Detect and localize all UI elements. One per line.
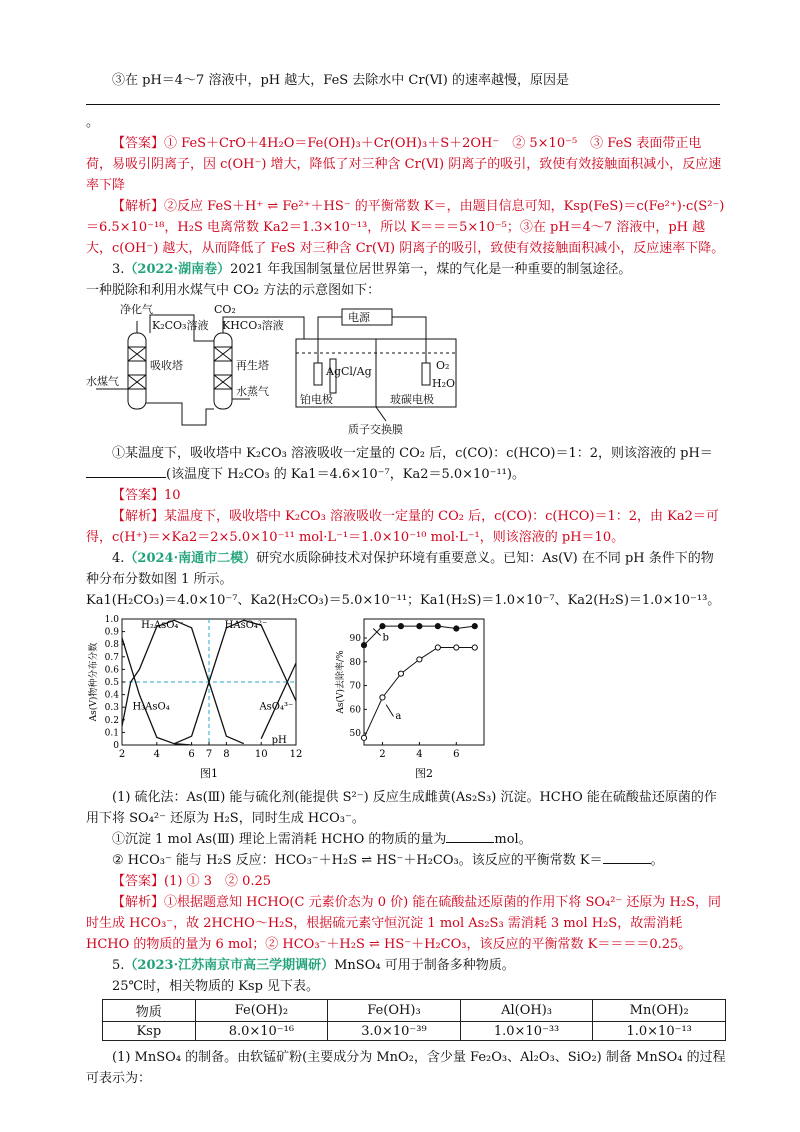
- data-point: [472, 624, 477, 629]
- question-5-part-1: (1) MnSO₄ 的制备。由软锰矿粉(主要成分为 MnO₂，含少量 Fe₂O₃、Al₂O₃、SiO₂) 制备 MnSO₄ 的过程可表示为：: [86, 1050, 726, 1086]
- data-point: [380, 624, 385, 629]
- y-tick-label: 0.6: [104, 665, 119, 676]
- y-tick-label: 0: [113, 741, 119, 751]
- question-3-sub-1b: (该温度下 H₂CO₃ 的 Ka1＝4.6×10⁻⁷，Ka2＝5.0×10⁻¹¹)。: [86, 464, 726, 485]
- ksp-table: [102, 999, 726, 1041]
- y-tick-label: 0.3: [104, 703, 119, 714]
- y-tick-label: 0.4: [104, 690, 119, 701]
- series-label-a: a: [395, 710, 402, 722]
- question-4-part-1-b: ② HCO₃⁻ 能与 H₂S 反应：HCO₃⁻＋H₂S ⇌ HS⁻＋H₂CO₃。该反应的平衡常数 K＝ 。: [112, 853, 664, 868]
- question-3-sub-1: ①某温度下，吸收塔中 K₂CO₃ 溶液吸收一定量的 CO₂ 后，c(CO)：c(HCO)＝1：2，则该溶液的 pH＝: [112, 446, 713, 461]
- data-point: [417, 624, 422, 629]
- table-header: Fe(OH)₃: [328, 1000, 461, 1022]
- leader-a: [386, 705, 393, 717]
- question-3-stem-2: 一种脱除和利用水煤气中 CO₂ 方法的示意图如下：: [86, 283, 381, 298]
- x-tick-label: 6: [453, 749, 460, 760]
- x-tick-label: 4: [416, 749, 423, 760]
- y-axis-label: As(Ⅴ)物种分布分数: [89, 642, 99, 722]
- table-row-label: Ksp: [103, 1022, 196, 1041]
- x-tick-label: 7: [205, 749, 213, 760]
- explanation-3: 【解析】①根据题意知 HCHO(C 元素价态为 0 价) 能在硫酸盐还原菌的作用下将 SO₄²⁻ 还原为 H₂S，同时生成 HCO₃⁻，故 2HCHO～H₂S，根据硫元素守恒沉淀 1 mol As₂S₃ 需消耗 3 mol H₂S，故需消耗 HCHO 的物质的量为 6 mol；② HCO₃⁻＋H₂S ⇌ HS⁻＋H₂CO₃，该反应的平衡常数 K＝＝＝＝0.25。: [86, 895, 722, 952]
- y-tick-label: 1.0: [104, 615, 119, 625]
- absorber-label: 吸收塔: [150, 359, 183, 372]
- explanation-2: 【解析】某温度下，吸收塔中 K₂CO₃ 溶液吸收一定量的 CO₂ 后，c(CO)：c(HCO)＝1：2，由 Ka2＝可得，c(H⁺)＝×Ka2＝2×5.0×10⁻¹¹ mol·L⁻¹＝1.0×10⁻¹⁰ mol·L⁻¹，则该溶液的 pH＝10。: [86, 509, 719, 545]
- data-point: [454, 645, 459, 650]
- figure-caption: 图1: [200, 767, 218, 780]
- data-point: [361, 643, 366, 648]
- table-cell: 1.0×10⁻¹³: [593, 1022, 726, 1041]
- co2-label: CO₂: [214, 303, 236, 316]
- data-point: [380, 695, 385, 700]
- y-axis-label: As(Ⅴ)去除率/%: [336, 650, 346, 714]
- series-line: [122, 638, 192, 745]
- series-label-b: b: [382, 632, 389, 644]
- question-4-constants: Ka1(H₂CO₃)＝4.0×10⁻⁷、Ka2(H₂CO₃)＝5.0×10⁻¹¹；Ka1(H₂S)＝1.0×10⁻⁷、Ka2(H₂S)＝1.0×10⁻¹³。: [86, 593, 721, 608]
- removal-rate-chart: [334, 613, 494, 783]
- x-axis-label: pH: [271, 735, 287, 746]
- y-tick-label: 70: [349, 681, 361, 692]
- y-tick-label: 0.8: [104, 640, 119, 651]
- table-header: Al(OH)₃: [460, 1000, 593, 1022]
- y-tick-label: 60: [349, 705, 361, 716]
- data-point: [472, 645, 477, 650]
- question-5-stem: 5.（2023·江苏南京市高三学期调研）MnSO₄ 可用于制备多种物质。: [112, 958, 515, 973]
- equilibrium-constant-blank[interactable]: [603, 851, 651, 864]
- x-tick-label: 4: [153, 749, 160, 760]
- k2co3-label: K₂CO₃溶液: [152, 319, 209, 332]
- question-4-part-1-a: ①沉淀 1 mol As(Ⅲ) 理论上需消耗 HCHO 的物质的量为 mol。: [112, 832, 532, 847]
- y-tick-label: 80: [349, 657, 361, 668]
- y-tick-label: 0.7: [104, 652, 119, 663]
- table-header: 物质: [103, 1000, 196, 1022]
- data-point: [361, 735, 366, 740]
- species-label: AsO₄³⁻: [259, 701, 294, 713]
- h2o-label: H₂O: [432, 377, 456, 390]
- data-point: [435, 645, 440, 650]
- x-tick-label: 2: [379, 749, 386, 760]
- y-tick-label: 50: [349, 729, 361, 740]
- regenerator-label: 再生塔: [236, 359, 269, 372]
- table-header-row: [103, 1000, 726, 1022]
- species-label: HAsO₄²⁻: [224, 619, 268, 631]
- ph-blank[interactable]: [86, 465, 166, 478]
- y-tick-label: 0.9: [104, 627, 119, 638]
- table-cell: 8.0×10⁻¹⁶: [195, 1022, 328, 1041]
- glassy-carbon-electrode-label: 玻碳电极: [390, 393, 434, 406]
- species-label: H₃AsO₄: [132, 701, 170, 713]
- document-page: [86, 70, 726, 1089]
- question-3-stem: 3.（2022·湖南卷）2021 年我国制氢量位居世界第一，煤的气化是一种重要的制氢途径。: [112, 262, 632, 277]
- o2-label: O₂: [436, 359, 450, 372]
- question-4-stem: 4.（2024·南通市二模）研究水质除砷技术对保护环境有重要意义。已知：As(Ⅴ) 在不同 pH 条件下的物种分布分数如图 1 所示。: [86, 551, 714, 587]
- khco3-label: KHCO₃溶液: [222, 319, 284, 332]
- proton-membrane-label: 质子交换膜: [348, 423, 403, 436]
- co2-removal-diagram: [86, 303, 726, 439]
- water-gas-label: 水煤气: [86, 375, 119, 388]
- q3-answer-line: 。: [86, 91, 726, 133]
- x-tick-label: 8: [223, 749, 230, 760]
- series-line: [122, 620, 244, 743]
- process-schematic: [86, 303, 726, 439]
- steam-label: 水蒸气: [236, 385, 269, 398]
- clean-gas-label: 净化气: [120, 303, 153, 316]
- y-tick-label: 90: [349, 634, 361, 645]
- table-row: [103, 1022, 726, 1041]
- explanation-1: 【解析】②反应 FeS＋H⁺ ⇌ Fe²⁺＋HS⁻ 的平衡常数 K＝，由题目信息可知，Ksp(FeS)＝c(Fe²⁺)·c(S²⁻)＝6.5×10⁻¹⁸，H₂S 电离常数 Ka2＝1.3×10⁻¹³，所以 K＝＝＝5×10⁻⁵；③在 pH＝4～7 溶液中，pH 越大，c(OH⁻) 越大，从而降低了 FeS 对三种含 Cr(Ⅵ) 阴离子的吸引，致使有效接触面积减小，反应速率下降。: [86, 199, 725, 256]
- y-tick-label: 0.2: [104, 715, 119, 726]
- x-tick-label: 10: [254, 749, 268, 760]
- question-4-part-1: (1) 硫化法：As(Ⅲ) 能与硫化剂(能提供 S²⁻) 反应生成雌黄(As₂S₃) 沉淀。HCHO 能在硫酸盐还原菌的作用下将 SO₄²⁻ 还原为 H₂S，同时生成 HCO₃⁻。: [86, 790, 717, 826]
- data-point: [435, 624, 440, 629]
- table-header: Fe(OH)₂: [195, 1000, 328, 1022]
- figure-caption: 图2: [415, 767, 433, 780]
- hcho-amount-blank[interactable]: [446, 830, 494, 843]
- data-point: [417, 657, 422, 662]
- species-distribution-chart: [86, 613, 316, 783]
- table-intro: 25℃时，相关物质的 Ksp 见下表。: [112, 979, 320, 994]
- data-point: [398, 624, 403, 629]
- x-tick-label: 12: [289, 749, 303, 760]
- figures-row: [86, 613, 726, 783]
- species-label: H₂AsO₄⁻: [141, 619, 184, 631]
- y-tick-label: 0.5: [104, 678, 119, 688]
- y-tick-label: 0.1: [104, 728, 119, 739]
- answer-1: 【答案】① FeS＋CrO＋4H₂O＝Fe(OH)₃＋Cr(OH)₃＋S＋2OH⁻ ② 5×10⁻⁵ ③ FeS 表面带正电荷，易吸引阴离子，因 c(OH⁻) 增大，降低了对三种含 Cr(Ⅵ) 阴离子的吸引，致使有效接触面积减小，反应速率下降: [86, 136, 722, 193]
- power-supply-label: 电源: [348, 311, 370, 324]
- table-cell: 3.0×10⁻³⁹: [328, 1022, 461, 1041]
- table-header: Mn(OH)₂: [593, 1000, 726, 1022]
- data-point: [398, 671, 403, 676]
- x-tick-label: 6: [188, 749, 195, 760]
- data-point: [454, 626, 459, 631]
- x-tick-label: 2: [118, 749, 126, 760]
- answer-3: 【答案】(1) ① 3 ② 0.25: [112, 874, 272, 889]
- platinum-electrode-label: 铂电极: [300, 393, 333, 406]
- answer-2: 【答案】10: [112, 488, 181, 503]
- agcl-electrode-label: AgCl/Ag: [326, 365, 372, 378]
- q3-item-text: ③在 pH＝4～7 溶液中，pH 越大，FeS 去除水中 Cr(Ⅵ) 的速率越慢，原因是: [112, 73, 569, 88]
- table-cell: 1.0×10⁻³³: [460, 1022, 593, 1041]
